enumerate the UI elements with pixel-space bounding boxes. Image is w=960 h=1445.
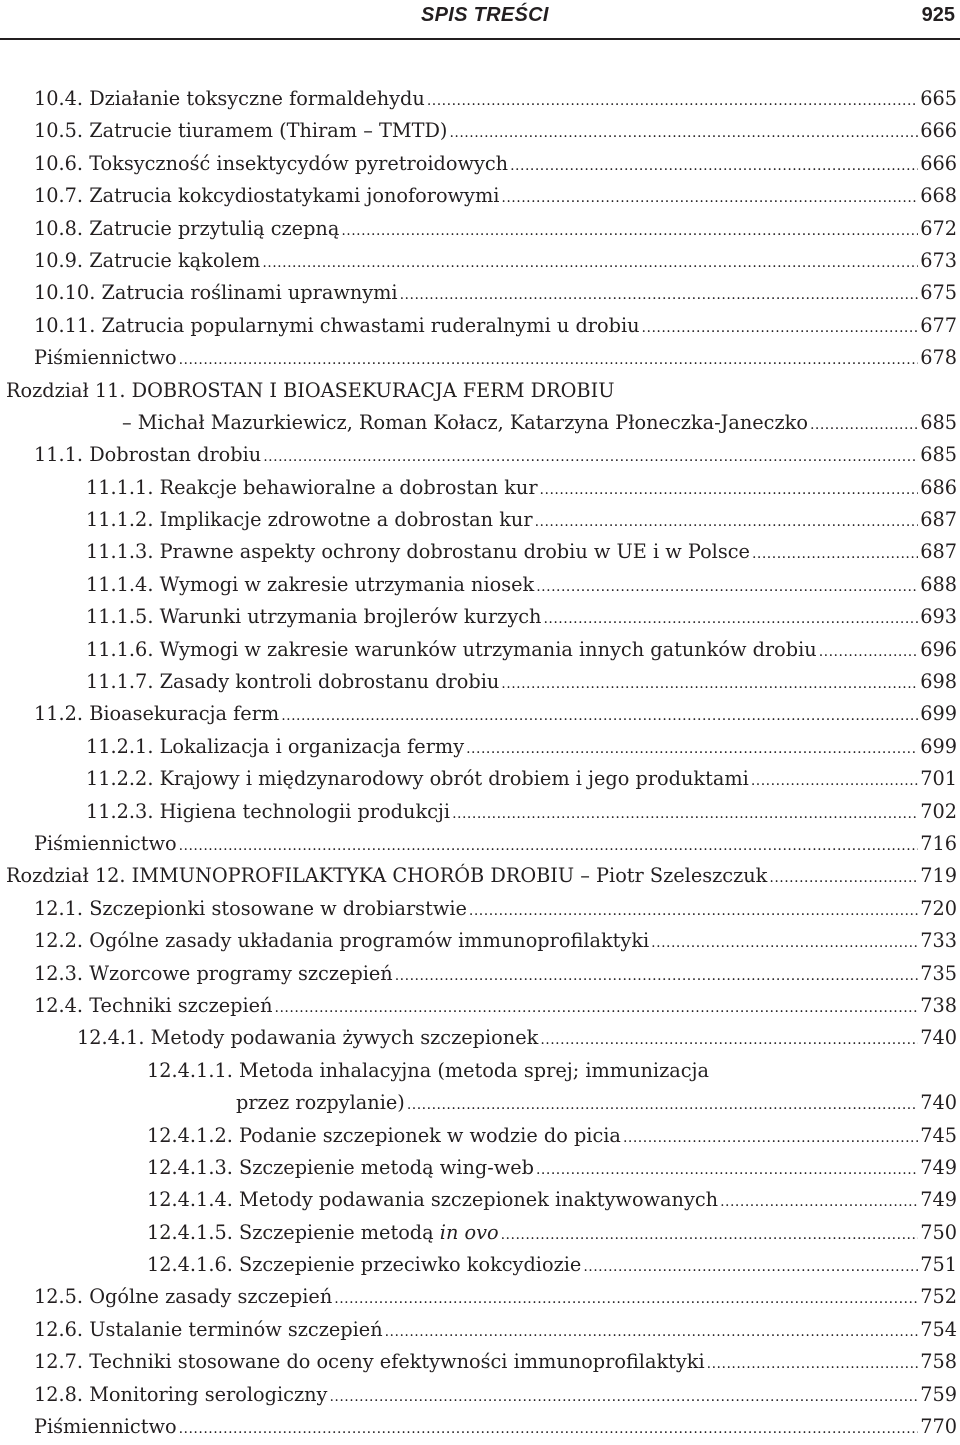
toc-entry [0, 1379, 960, 1411]
toc-entry-title: 11.1. Dobrostan drobiu [34, 443, 262, 467]
toc-entry-page: 749 [920, 1155, 957, 1179]
toc-entry-title: 11.2.1. Lokalizacja i organizacja fermy [86, 734, 465, 758]
toc-entry-page: 759 [920, 1382, 957, 1406]
toc-entry [0, 958, 960, 990]
toc-entry [0, 536, 960, 568]
toc-entry-title: 12.8. Monitoring serologiczny [34, 1382, 328, 1406]
toc-entry [0, 698, 960, 730]
toc-entry-page: 752 [920, 1285, 957, 1309]
toc-entry-page: 685 [920, 410, 957, 434]
toc-entry-title: 12.3. Wzorcowe programy szczepień [34, 961, 393, 985]
toc-entry-page: 666 [920, 119, 957, 143]
toc-entry [0, 1055, 960, 1087]
toc-entry-page: 687 [920, 540, 957, 564]
toc-entry [0, 731, 960, 763]
toc-leader-dots [543, 603, 918, 635]
toc-entry-page: 749 [920, 1188, 957, 1212]
toc-entry-page: 745 [920, 1123, 957, 1147]
toc-entry-title: 10.9. Zatrucie kąkolem [34, 248, 261, 272]
toc-entry-page: 716 [920, 831, 957, 855]
toc-leader-dots [329, 1381, 918, 1413]
toc-entry-title: 10.4. Działanie toksyczne formaldehydu [34, 87, 425, 110]
toc-entry-page: 720 [920, 896, 957, 920]
toc-entry-page: 702 [920, 799, 957, 823]
toc-entry-title: 11.1.1. Reakcje behawioralne a dobrostan kur [86, 475, 538, 499]
toc-entry-page: 666 [920, 151, 957, 175]
toc-entry [0, 828, 960, 860]
toc-leader-dots [395, 960, 918, 992]
toc-entry [0, 115, 960, 147]
toc-entry-title: Piśmiennictwo [34, 346, 177, 370]
toc-leader-dots [651, 927, 918, 959]
toc-entry-title: 11.2.2. Krajowy i międzynarodowy obrót drobiem i jego produktami [86, 767, 749, 791]
toc-entry [0, 1346, 960, 1378]
toc-entry-title: Piśmiennictwo [34, 1415, 177, 1439]
toc-entry-title: 10.5. Zatrucie tiuramem (Thiram – TMTD) [34, 119, 448, 143]
toc-leader-dots [501, 668, 918, 700]
toc-entry [0, 1120, 960, 1152]
toc-entry [0, 990, 960, 1022]
toc-leader-dots [179, 830, 919, 862]
toc-entry-title [147, 1217, 499, 1249]
toc-entry-title: 11.1.4. Wymogi w zakresie utrzymania niosek [86, 572, 535, 596]
toc-entry-page: 750 [920, 1220, 957, 1244]
toc-leader-dots [819, 636, 919, 668]
toc-leader-dots [583, 1251, 918, 1283]
toc-entry-page: 696 [920, 637, 957, 661]
toc-chapter-heading [0, 860, 960, 892]
toc-entry-title: 12.2. Ogólne zasady układania programów immunoprofilaktyki [34, 929, 650, 953]
toc-entry [0, 666, 960, 698]
toc-leader-dots [810, 409, 918, 441]
toc-entry-title-continued: przez rozpylanie) [236, 1091, 405, 1115]
toc-entry-title: 12.4.1.1. Metoda inhalacyjna (metoda sprej; immunizacja [147, 1058, 709, 1082]
toc-entry [0, 925, 960, 957]
toc-entry [0, 796, 960, 828]
toc-leader-dots [263, 441, 918, 473]
toc-entry-page: 738 [920, 993, 957, 1017]
toc-entry [0, 763, 960, 795]
toc-entry-page: 686 [920, 475, 957, 499]
toc-entry-title: 12.4.1.2. Podanie szczepionek w wodzie do picia [147, 1123, 621, 1147]
toc-leader-dots [751, 765, 918, 797]
toc-leader-dots [179, 344, 919, 376]
toc-entry-page: 699 [920, 702, 957, 726]
toc-entry-page: 735 [920, 961, 957, 985]
toc-leader-dots [400, 279, 919, 311]
toc-leader-dots [540, 474, 919, 506]
toc-leader-dots [385, 1316, 919, 1348]
toc-entry [0, 148, 960, 180]
toc-entry [0, 407, 960, 439]
toc-entry-title: Rozdział 11. DOBROSTAN I BIOASEKURACJA FERM DROBIU [6, 378, 615, 402]
toc-entry-title: 12.4. Techniki szczepień [34, 993, 273, 1017]
toc-entry [0, 310, 960, 342]
toc-leader-dots [334, 1283, 918, 1315]
toc-entry-title: 11.2.3. Higiena technologii produkcji [86, 799, 451, 823]
toc-entry-title: 10.6. Toksyczność insektycydów pyretroidowych [34, 151, 509, 175]
toc-entry-page: 672 [920, 216, 957, 240]
toc-entry [0, 1411, 960, 1443]
header-title: SPIS TREŚCI [421, 4, 549, 26]
toc-entry-title: 12.1. Szczepionki stosowane w drobiarstwie [34, 896, 467, 920]
toc-leader-dots [466, 733, 918, 765]
toc-entry-title: 11.1.7. Zasady kontroli dobrostanu drobiu [86, 670, 500, 694]
toc-entry-title: 12.4.1. Metody podawania żywych szczepionek [77, 1026, 539, 1050]
toc-leader-dots [536, 1154, 918, 1186]
toc-entry [0, 1281, 960, 1313]
toc-entry-title-text: 12.4.1.5. Szczepienie metodą [147, 1220, 440, 1244]
toc-entry [0, 439, 960, 471]
toc-entry-title: 10.8. Zatrucie przytulią czepną [34, 216, 340, 240]
toc-entry-page: 668 [920, 184, 957, 208]
toc-entry-page: 754 [920, 1317, 957, 1341]
toc-leader-dots [769, 862, 918, 894]
toc-entry-title: 10.11. Zatrucia popularnymi chwastami ruderalnymi u drobiu [34, 313, 640, 337]
toc-entry-title: 12.6. Ustalanie terminów szczepień [34, 1317, 383, 1341]
toc-leader-dots [540, 1024, 918, 1056]
toc-entry-page: 740 [920, 1026, 957, 1050]
toc-entry [0, 213, 960, 245]
toc-entry [0, 180, 960, 212]
toc-entry [0, 1184, 960, 1216]
toc-entry [0, 601, 960, 633]
toc-entry-title-italic: in ovo [439, 1220, 499, 1244]
toc-leader-dots [623, 1122, 918, 1154]
toc-entry-title: 11.1.2. Implikacje zdrowotne a dobrostan kur [86, 508, 533, 532]
header-page-number: 925 [921, 4, 955, 26]
toc-entry-title: Rozdział 12. IMMUNOPROFILAKTYKA CHORÓB DROBIU – Piotr Szeleszczuk [6, 864, 768, 888]
toc-entry-title: 11.1.3. Prawne aspekty ochrony dobrostanu drobiu w UE i w Polsce [86, 540, 750, 564]
toc-entry-page: 770 [920, 1415, 957, 1439]
toc-entry-page: 677 [920, 313, 957, 337]
toc-leader-dots [449, 117, 918, 149]
toc-leader-dots [452, 798, 918, 830]
toc-entry [0, 1152, 960, 1184]
toc-entry-title: 10.7. Zatrucia kokcydiostatykami jonoforowymi [34, 184, 500, 208]
toc-entry-page: 693 [920, 605, 957, 629]
toc-chapter-heading [0, 375, 960, 407]
toc-entry-title: 12.7. Techniki stosowane do oceny efektywności immunoprofilaktyki [34, 1350, 705, 1374]
toc-leader-dots [179, 1413, 919, 1445]
toc-entry [0, 472, 960, 504]
toc-leader-dots [536, 571, 918, 603]
toc-leader-dots [281, 700, 918, 732]
toc-entry [0, 1314, 960, 1346]
toc-entry-page: 733 [920, 929, 957, 953]
toc-leader-dots [469, 895, 918, 927]
toc-entry-title: 10.10. Zatrucia roślinami uprawnymi [34, 281, 398, 305]
toc-entry-page: 678 [920, 346, 957, 370]
toc-entry [0, 569, 960, 601]
toc-entry [0, 245, 960, 277]
toc-leader-dots [341, 215, 918, 247]
toc-leader-dots [535, 506, 919, 538]
toc-entry [0, 1249, 960, 1281]
toc-entry [0, 1217, 960, 1249]
toc-entry [0, 504, 960, 536]
toc-entry-page: 675 [920, 281, 957, 305]
toc-entry-page: 687 [920, 508, 957, 532]
running-header [0, 0, 960, 40]
toc-entry [0, 893, 960, 925]
toc-entry-title: 11.1.5. Warunki utrzymania brojlerów kurzych [86, 605, 542, 629]
toc-entry-page: 719 [920, 864, 957, 888]
toc-leader-dots [720, 1186, 918, 1218]
toc-leader-dots [752, 538, 918, 570]
toc-leader-dots [407, 1089, 918, 1121]
toc-entry-page: 688 [920, 572, 957, 596]
toc-entry [0, 1022, 960, 1054]
toc-entry [0, 1087, 960, 1119]
toc-leader-dots [642, 312, 919, 344]
toc-entry [0, 83, 960, 115]
toc-entry-title: 12.5. Ogólne zasady szczepień [34, 1285, 333, 1309]
toc-leader-dots [427, 85, 918, 117]
table-of-contents [0, 83, 960, 1443]
toc-leader-dots [707, 1348, 919, 1380]
toc-entry [0, 342, 960, 374]
toc-entry-page: 665 [920, 87, 957, 110]
toc-leader-dots [510, 150, 918, 182]
toc-entry-title: 12.4.1.3. Szczepienie metodą wing-web [147, 1155, 534, 1179]
toc-entry-title: 12.4.1.6. Szczepienie przeciwko kokcydiozie [147, 1253, 582, 1277]
toc-entry-page: 751 [920, 1253, 957, 1277]
toc-entry-title: Piśmiennictwo [34, 831, 177, 855]
toc-entry-title: 11.2. Bioasekuracja ferm [34, 702, 280, 726]
toc-leader-dots [262, 247, 918, 279]
toc-entry-title: 11.1.6. Wymogi w zakresie warunków utrzymania innych gatunków drobiu [86, 637, 817, 661]
toc-entry-page: 758 [920, 1350, 957, 1374]
toc-entry-page: 673 [920, 248, 957, 272]
toc-entry [0, 634, 960, 666]
toc-entry [0, 277, 960, 309]
toc-entry-page: 685 [920, 443, 957, 467]
toc-leader-dots [501, 182, 918, 214]
toc-entry-authors: – Michał Mazurkiewicz, Roman Kołacz, Katarzyna Płoneczka-Janeczko [122, 410, 808, 434]
toc-entry-page: 699 [920, 734, 957, 758]
toc-entry-page: 740 [920, 1091, 957, 1115]
toc-leader-dots [501, 1219, 919, 1251]
toc-leader-dots [275, 992, 919, 1024]
toc-entry-page: 698 [920, 670, 957, 694]
toc-entry-title: 12.4.1.4. Metody podawania szczepionek inaktywowanych [147, 1188, 719, 1212]
toc-entry-page: 701 [920, 767, 957, 791]
